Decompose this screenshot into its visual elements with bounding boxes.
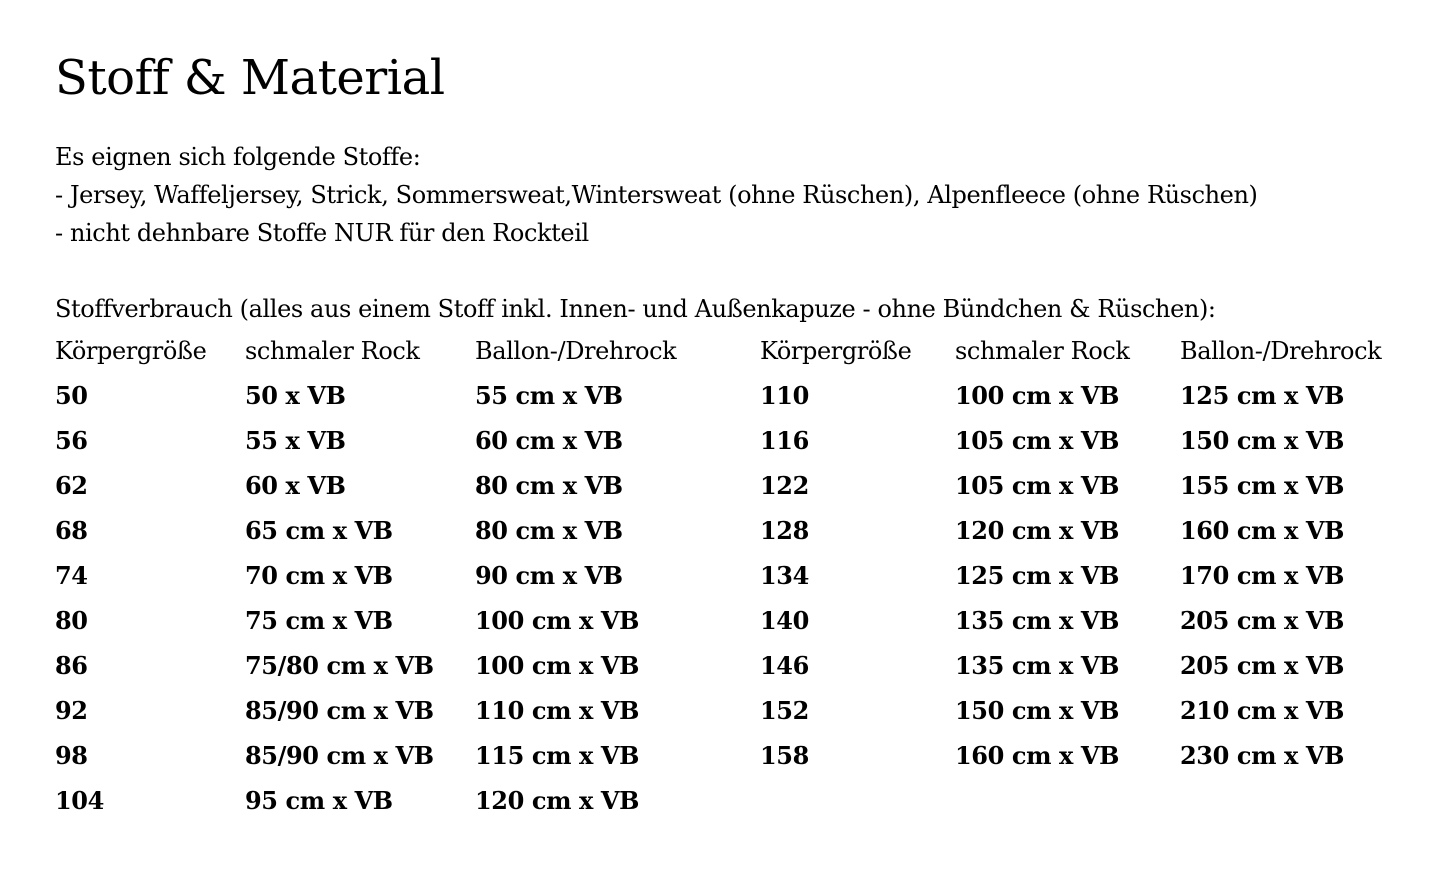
- table-cell: 125 cm x VB: [1180, 381, 1344, 410]
- table-cell: 86: [55, 651, 88, 680]
- table-row: [760, 643, 1430, 688]
- table-cell: 85/90 cm x VB: [245, 741, 434, 770]
- intro-line-1: Es eignen sich folgende Stoffe:: [55, 143, 421, 171]
- table-cell: 100 cm x VB: [475, 606, 639, 635]
- table-row: [55, 643, 725, 688]
- table-cell: 210 cm x VB: [1180, 696, 1344, 725]
- table-cell: 120 cm x VB: [955, 516, 1119, 545]
- table-row: [760, 463, 1430, 508]
- table-row: [760, 508, 1430, 553]
- table-cell: 125 cm x VB: [955, 561, 1119, 590]
- document-page: [55, 48, 1425, 815]
- table-cell: 122: [760, 471, 809, 500]
- table-cell: 134: [760, 561, 809, 590]
- table-right: [760, 328, 1430, 778]
- table-cell: 160 cm x VB: [1180, 516, 1344, 545]
- table-cell: 140: [760, 606, 809, 635]
- table-cell: 152: [760, 696, 809, 725]
- table-cell: 68: [55, 516, 88, 545]
- table-cell: 98: [55, 741, 88, 770]
- table-cell: 105 cm x VB: [955, 471, 1119, 500]
- column-header: Körpergröße: [760, 336, 912, 365]
- table-cell: 135 cm x VB: [955, 606, 1119, 635]
- usage-heading: Stoffverbrauch (alles aus einem Stoff inkl. Innen- und Außenkapuze - ohne Bündchen & Rüschen):: [55, 295, 1216, 323]
- table-cell: 104: [55, 786, 104, 815]
- intro-line-2: - Jersey, Waffeljersey, Strick, Sommersweat,Wintersweat (ohne Rüschen), Alpenfleece (ohne Rüschen): [55, 181, 1258, 209]
- table-cell: 56: [55, 426, 88, 455]
- table-row: [760, 733, 1430, 778]
- table-row: [760, 688, 1430, 733]
- table-cell: 158: [760, 741, 809, 770]
- table-header-row: [760, 328, 1430, 373]
- table-cell: 170 cm x VB: [1180, 561, 1344, 590]
- column-header: schmaler Rock: [245, 336, 420, 365]
- table-cell: 120 cm x VB: [475, 786, 639, 815]
- fabric-usage-tables: [55, 328, 1425, 815]
- table-cell: 50 x VB: [245, 381, 346, 410]
- table-row: [760, 373, 1430, 418]
- table-cell: 75 cm x VB: [245, 606, 393, 635]
- column-header: Ballon-/Drehrock: [1180, 336, 1382, 365]
- table-cell: 70 cm x VB: [245, 561, 393, 590]
- table-cell: 65 cm x VB: [245, 516, 393, 545]
- column-header: schmaler Rock: [955, 336, 1130, 365]
- table-cell: 60 x VB: [245, 471, 346, 500]
- table-row: [55, 418, 725, 463]
- table-cell: 110 cm x VB: [475, 696, 639, 725]
- table-cell: 55 x VB: [245, 426, 346, 455]
- table-cell: 90 cm x VB: [475, 561, 623, 590]
- table-cell: 135 cm x VB: [955, 651, 1119, 680]
- table-cell: 105 cm x VB: [955, 426, 1119, 455]
- table-cell: 74: [55, 561, 88, 590]
- table-row: [55, 733, 725, 778]
- column-header: Ballon-/Drehrock: [475, 336, 677, 365]
- column-header: Körpergröße: [55, 336, 207, 365]
- table-cell: 100 cm x VB: [955, 381, 1119, 410]
- table-cell: 85/90 cm x VB: [245, 696, 434, 725]
- intro-line-3: - nicht dehnbare Stoffe NUR für den Rockteil: [55, 219, 589, 247]
- table-row: [55, 688, 725, 733]
- table-left: [55, 328, 725, 823]
- table-cell: 116: [760, 426, 809, 455]
- table-cell: 110: [760, 381, 809, 410]
- table-cell: 150 cm x VB: [955, 696, 1119, 725]
- table-cell: 150 cm x VB: [1180, 426, 1344, 455]
- table-cell: 50: [55, 381, 88, 410]
- page-title: Stoff & Material: [55, 50, 445, 106]
- table-cell: 55 cm x VB: [475, 381, 623, 410]
- table-row: [760, 418, 1430, 463]
- table-cell: 128: [760, 516, 809, 545]
- table-cell: 80 cm x VB: [475, 516, 623, 545]
- table-row: [55, 508, 725, 553]
- table-cell: 160 cm x VB: [955, 741, 1119, 770]
- table-cell: 95 cm x VB: [245, 786, 393, 815]
- table-cell: 92: [55, 696, 88, 725]
- table-row: [55, 553, 725, 598]
- table-cell: 100 cm x VB: [475, 651, 639, 680]
- table-cell: 205 cm x VB: [1180, 606, 1344, 635]
- table-row: [55, 463, 725, 508]
- table-row: [55, 778, 725, 823]
- table-cell: 155 cm x VB: [1180, 471, 1344, 500]
- table-cell: 80 cm x VB: [475, 471, 623, 500]
- table-row: [760, 553, 1430, 598]
- table-cell: 146: [760, 651, 809, 680]
- table-cell: 62: [55, 471, 88, 500]
- table-cell: 230 cm x VB: [1180, 741, 1344, 770]
- table-row: [55, 598, 725, 643]
- table-cell: 75/80 cm x VB: [245, 651, 434, 680]
- table-cell: 205 cm x VB: [1180, 651, 1344, 680]
- intro-section: [55, 138, 1425, 252]
- table-row: [760, 598, 1430, 643]
- table-header-row: [55, 328, 725, 373]
- table-cell: 115 cm x VB: [475, 741, 639, 770]
- table-row: [55, 373, 725, 418]
- table-cell: 60 cm x VB: [475, 426, 623, 455]
- table-cell: 80: [55, 606, 88, 635]
